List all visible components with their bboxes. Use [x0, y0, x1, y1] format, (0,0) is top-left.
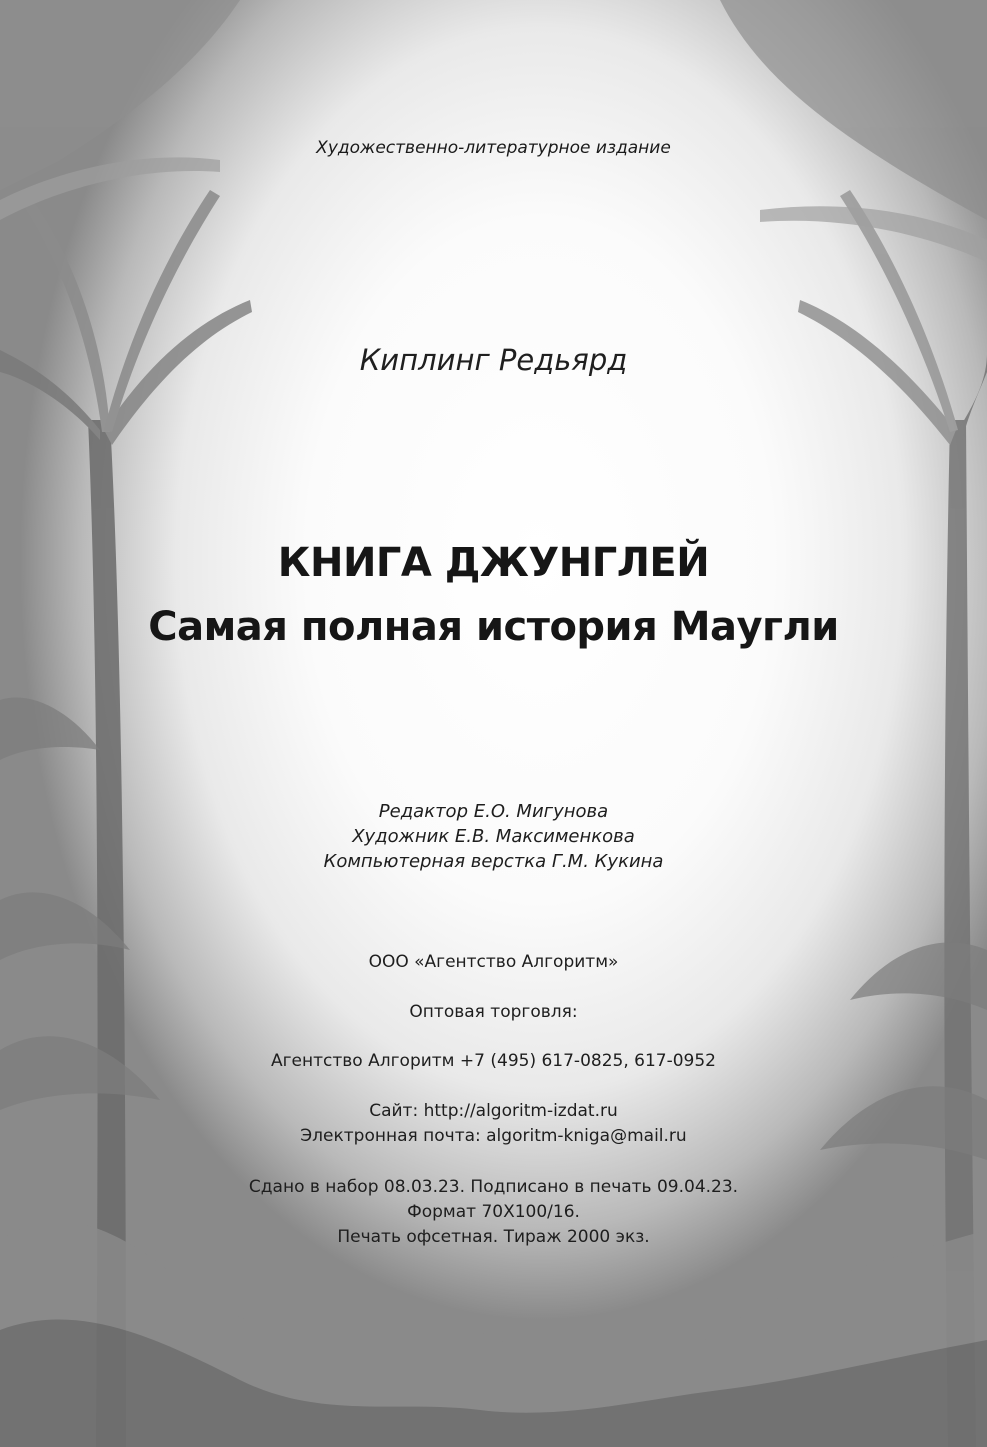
publisher-email: Электронная почта: algoritm-kniga@mail.ru: [300, 1126, 687, 1146]
wholesale-contact: Агентство Алгоритм +7 (495) 617-0825, 617-0952: [271, 1051, 716, 1071]
author-name: Киплинг Редьярд: [359, 343, 628, 377]
genre-line: Художественно-литературное издание: [316, 138, 671, 158]
imprint-dates: Сдано в набор 08.03.23. Подписано в печать 09.04.23.: [248, 1177, 739, 1197]
publisher-site: Сайт: http://algoritm-izdat.ru: [369, 1101, 618, 1121]
imprint-format: Формат 70Х100/16.: [407, 1202, 580, 1222]
credit-editor: Редактор Е.О. Мигунова: [378, 801, 609, 822]
credit-layout: Компьютерная верстка Г.М. Кукина: [323, 851, 664, 872]
credit-illustrator: Художник Е.В. Максименкова: [352, 826, 635, 847]
wholesale-heading: Оптовая торговля:: [409, 1002, 578, 1022]
book-subtitle: Самая полная история Маугли: [148, 604, 839, 650]
book-title: КНИГА ДЖУНГЛЕЙ: [277, 540, 710, 586]
publisher-company: ООО «Агентство Алгоритм»: [368, 952, 619, 972]
imprint-print-run: Печать офсетная. Тираж 2000 экз.: [337, 1227, 650, 1247]
